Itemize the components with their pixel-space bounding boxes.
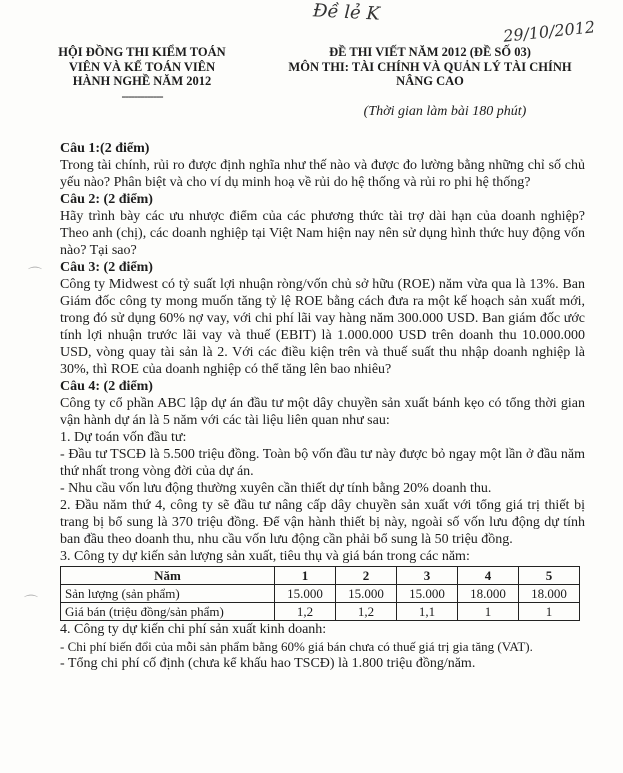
council-line-3: HÀNH NGHỀ NĂM 2012 [72,74,212,88]
table-header-cell: Năm [61,567,275,585]
exam-header [280,45,580,89]
time-note: (Thời gian làm bài 180 phút) [363,104,527,119]
question-4-item-4: 4. Công ty dự kiến chi phí sản xuất kinh doanh: [60,622,327,637]
handwritten-note: Đề lẻ K [312,0,381,25]
table-cell: 1 [519,603,580,621]
question-2-title: Câu 2: (2 điểm) [60,192,153,207]
exam-subject-cont: NÂNG CAO [396,74,464,88]
question-4-item-3: 3. Công ty dự kiến sản lượng sản xuất, tiêu thụ và giá bán trong các năm: [60,549,470,564]
margin-mark: ⌒ [24,596,38,611]
question-1-title: Câu 1:(2 điểm) [60,141,150,156]
question-4-item-4a: - Chi phí biến đổi của mỗi sản phẩm bằng 60% giá bán chưa có thuế giá trị gia tăng (VAT). [60,639,533,654]
margin-mark: ⌒ [28,268,42,283]
question-4-item-1a: - Đầu tư TSCĐ là 5.500 triệu đồng. Toàn bộ vốn đầu tư này được bỏ ngay một lần ở đầu năm thứ nhất trong vòng đời của dự án. [60,447,585,479]
table-row [61,603,580,621]
table-row [61,585,580,603]
question-4-item-2: 2. Đầu năm thứ 4, công ty sẽ đầu tư nâng cấp dây chuyền sản xuất với tổng giá trị thiết bị trang bị bổ sung là 370 triệu đồng. Để vận hành thiết bị này, ngoài số vốn lưu động dự tính ban đầu theo doanh thu, nhu cầu vốn lưu động cần phải bổ sung là 50 triệu đồng. [60,498,585,547]
question-1-text: Trong tài chính, rủi ro được định nghĩa như thế nào và được đo lường bằng những chỉ số chủ yếu nào? Phân biệt và cho ví dụ minh hoạ về rủi do hệ thống và rủi ro phi hệ thống? [60,158,585,190]
table-cell: 15.000 [397,585,458,603]
question-3-text: Công ty Midwest có tỷ suất lợi nhuận ròng/vốn chủ sở hữu (ROE) năm vừa qua là 13%. Ban Giám đốc công ty mong muốn tăng tỷ lệ ROE bằng cách đưa ra một kế hoạch sản xuất mới, trong đó sử dụng 60% nợ vay, với chi phí lãi vay hàng năm 300.000 USD. Ban giám đốc ước tính lợi nhuận trước lãi vay và thuế (EBIT) là 1.000.000 USD trên doanh thu 10.000.000 USD, vòng quay tài sản là 2. Với các điều kiện trên và thuế suất thu nhập doanh nghiệp là 30%, thì ROE của doanh nghiệp có thể tăng lên bao nhiêu? [60,277,585,377]
question-4-item-4b: - Tổng chi phí cố định (chưa kể khấu hao TSCĐ) là 1.800 triệu đồng/năm. [60,656,476,671]
question-3-title: Câu 3: (2 điểm) [60,260,153,275]
table-cell: 1,2 [275,603,336,621]
council-header [42,45,242,103]
exam-body [60,140,585,672]
table-cell: Giá bán (triệu đồng/sản phẩm) [61,603,275,621]
table-header-row [61,567,580,585]
council-divider: ------------- [121,88,163,103]
table-cell: 1,1 [397,603,458,621]
table-cell: 1 [458,603,519,621]
question-4-intro: Công ty cổ phần ABC lập dự án đầu tư một dây chuyền sản xuất bánh kẹo có tổng thời gian vận hành dự án là 5 năm với các tài liệu liên quan như sau: [60,396,585,428]
table-cell: 1,2 [336,603,397,621]
table-header-cell: 1 [275,567,336,585]
table-cell: Sản lượng (sản phẩm) [61,585,275,603]
question-4-item-1b: - Nhu cầu vốn lưu động thường xuyên cần thiết dự tính bằng 20% doanh thu. [60,481,492,496]
table-cell: 15.000 [336,585,397,603]
handwritten-date: 29/10/2012 [502,17,596,46]
question-2-text: Hãy trình bày các ưu nhược điểm của các phương thức tài trợ dài hạn của doanh nghiệp? Theo anh (chị), các doanh nghiệp tại Việt Nam hiện nay nên sử dụng hình thức huy động vốn nào? Tại sao? [60,209,585,258]
table-header-cell: 5 [519,567,580,585]
production-table [60,566,580,621]
exam-title: ĐỀ THI VIẾT NĂM 2012 (ĐỀ SỐ 03) [329,45,531,59]
table-header-cell: 4 [458,567,519,585]
table-header-cell: 3 [397,567,458,585]
council-line-2: VIÊN VÀ KẾ TOÁN VIÊN [68,59,216,74]
table-header-cell: 2 [336,567,397,585]
table-cell: 18.000 [519,585,580,603]
table-cell: 15.000 [275,585,336,603]
council-line-1: HỘI ĐỒNG THI KIỂM TOÁN [58,45,226,59]
table-cell: 18.000 [458,585,519,603]
question-4-item-1: 1. Dự toán vốn đầu tư: [60,430,187,445]
exam-subject: MÔN THI: TÀI CHÍNH VÀ QUẢN LÝ TÀI CHÍNH [288,59,572,74]
question-4-title: Câu 4: (2 điểm) [60,379,153,394]
